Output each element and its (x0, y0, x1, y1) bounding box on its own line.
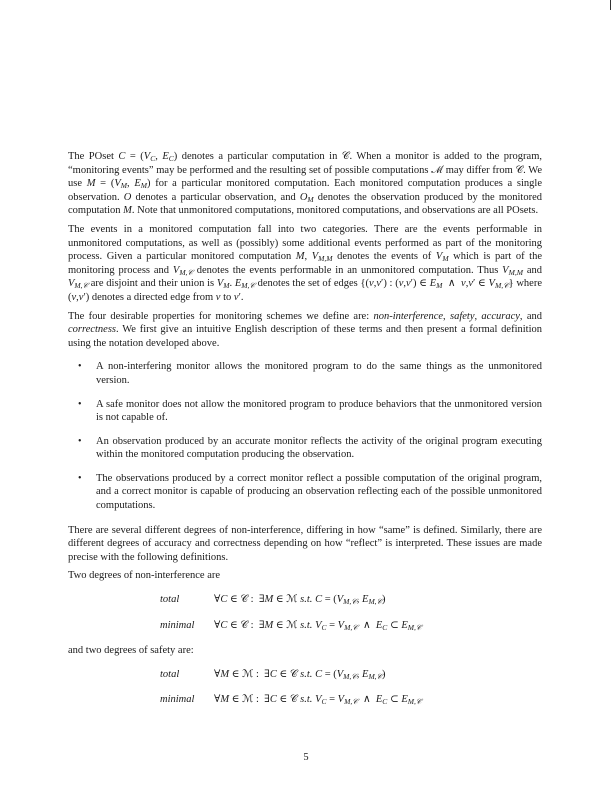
scan-edge-mark (610, 0, 611, 10)
property-list (68, 360, 542, 512)
formula-expression: ∀C ∈ 𝒞 : ∃M ∈ ℳ s.t. $V_C = V_{M,𝒞}$ ∧ $E_C$ ⊂ $E_{M,𝒞}$ (214, 619, 422, 632)
formula-expression: ∀C ∈ 𝒞 : ∃M ∈ ℳ s.t. $C = (V_{M,𝒞}$, $E_{M,𝒞}$) (214, 594, 386, 607)
list-item-accurate: • An observation produced by an accurate monitor reflects the activity of the original program executing within the monitored computation producing the observation. (92, 435, 542, 462)
formula-label: minimal (160, 619, 195, 631)
page-number: 5 (303, 752, 309, 763)
list-item-safe: • A safe monitor does not allow the monitored program to produce behaviors that the unmonitored version is not capable of. (92, 398, 542, 425)
safety-intro: and two degrees of safety are: (68, 645, 194, 657)
formula-label: minimal (160, 694, 195, 706)
paragraph-degrees: There are several different degrees of non-interference, differing in how “same” is defined. Similarly, there are different degrees of accuracy and correctness depending on how “reflect” is interpreted. These issues are made precise with the following definitions. (68, 524, 542, 563)
formula-label: total (160, 594, 180, 606)
formula-noninterference-minimal (68, 619, 542, 633)
formula-label: total (160, 668, 180, 680)
paragraph-four-properties: The four desirable properties for monitoring schemes we define are: non-interference, safety, accuracy, and correctness. We first give an intuitive English description of these terms and then present a formal definition using the notation developed above. (68, 310, 542, 349)
formula-safety-total (68, 668, 542, 682)
formula-safety-minimal (68, 693, 542, 707)
formula-expression: ∀M ∈ ℳ : ∃C ∈ 𝒞 s.t. $C = (V_{M,𝒞}$, $E_{M,𝒞}$) (214, 668, 386, 681)
formula-noninterference-total (68, 593, 542, 607)
list-item-non-interfering: • A non-interfering monitor allows the monitored program to do the same things as the unmonitored version. (92, 360, 542, 387)
noninterference-intro: Two degrees of non-interference are (68, 570, 221, 582)
document-body (68, 150, 542, 719)
paragraph-event-categories: The events in a monitored computation fall into two categories. There are the events performable in unmonitored computations, as well as (possibly) some additional events performed as part of the monitoring process. Given a particular monitored computation M, $V_{M,M}$ denotes the events of $V_M$ which is part of the monitoring process and $V_{M,𝒞}$ denotes the events performable in an unmonitored computation. Thus $V_{M,M}$ and $V_{M,𝒞}$ are disjoint and their union is $V_M$. $E_{M,𝒞}$ denotes the set of edges {(v,v′) : (v,v′) ∈ $E_M$ ∧ v,v′ ∈ $V_{M,𝒞}$} where (v,v′) denotes a directed edge from v to v′. (68, 223, 543, 303)
paragraph-poset-definition: The POset $C = (V_C$, $E_C$) denotes a particular computation in 𝒞. When a monitor is added to the program, “monitoring events” may be performed and the resulting set of possible computations ℳ may differ from 𝒞. We use $M = (V_M$, $E_M$) for a particular monitored computation. Each monitored computation produces a single observation. O denotes a particular observation, and $O_M$ denotes the observation produced by the monitored computation M. Note that unmonitored computations, monitored computations, and observations are all POsets. (68, 151, 543, 217)
formula-expression: ∀M ∈ ℳ : ∃C ∈ 𝒞 s.t. $V_C = V_{M,𝒞}$ ∧ $E_C$ ⊂ $E_{M,𝒞}$ (214, 694, 422, 707)
list-item-correct: • The observations produced by a correct monitor reflect a possible computation of the original program, and a correct monitor is capable of producing an observation reflecting each of the possible unmonitored computations. (92, 472, 542, 513)
